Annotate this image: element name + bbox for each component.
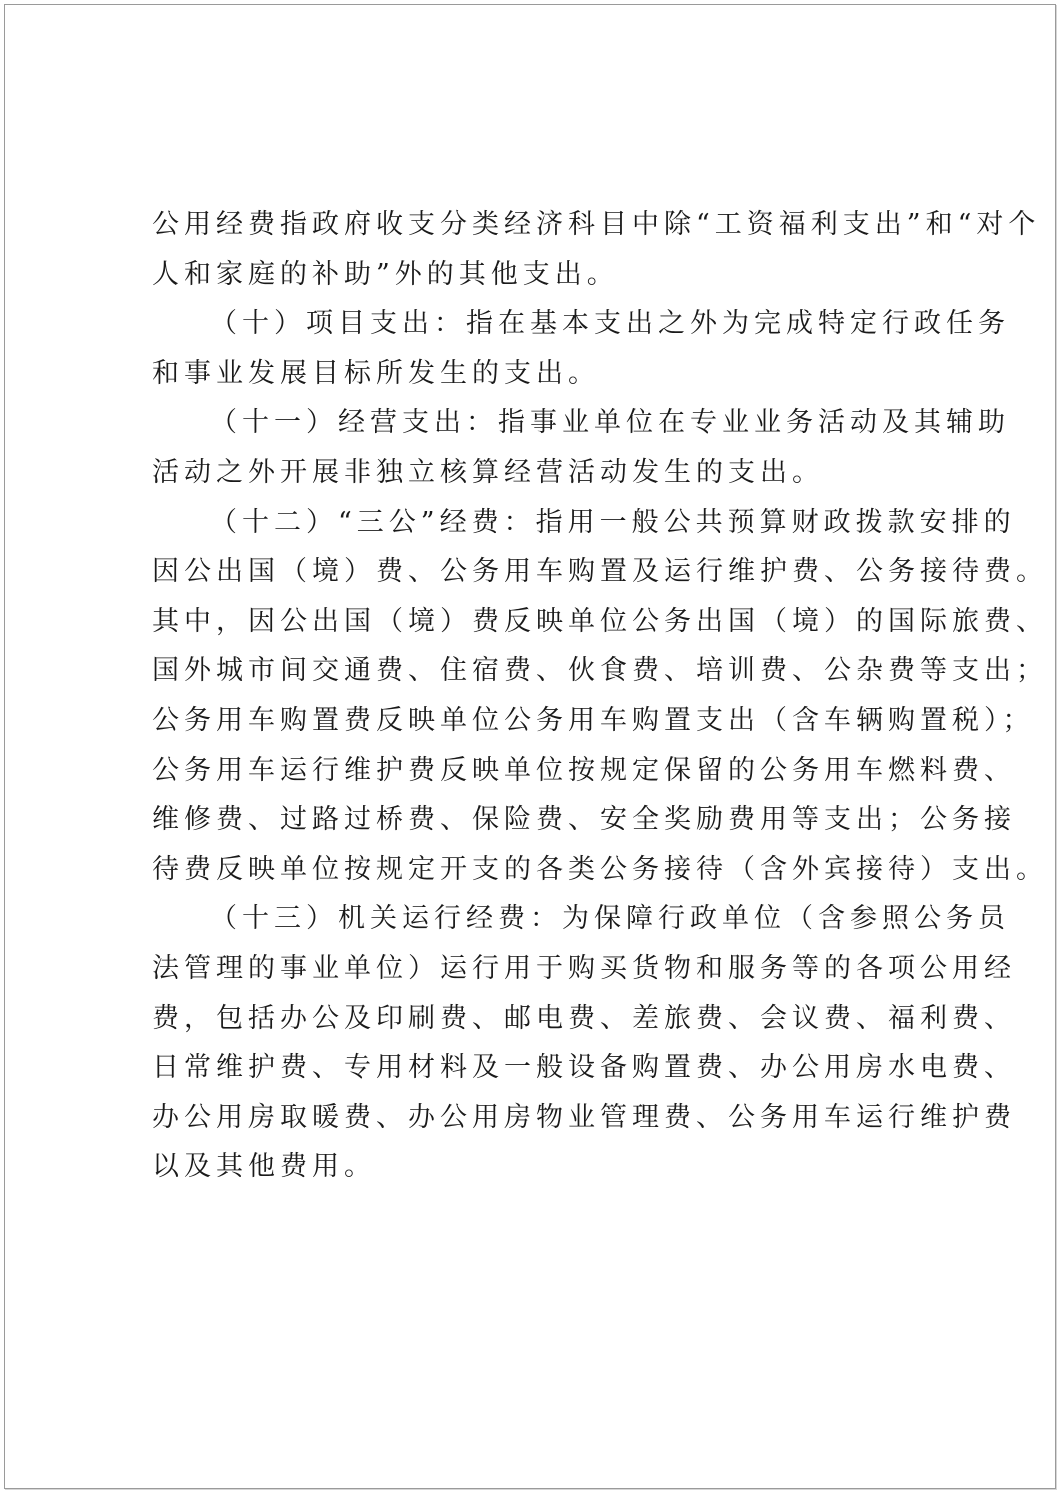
- text-line: 办公用房取暖费、办公用房物业管理费、公务用车运行维护费: [152, 1101, 1016, 1133]
- text-line: 和事业发展目标所发生的支出。: [152, 357, 600, 389]
- text-line: （十）项目支出：指在基本支出之外为完成特定行政任务: [210, 308, 1010, 340]
- text-line: 其中，因公出国（境）费反映单位公务出国（境）的国际旅费、: [152, 605, 1048, 637]
- text-line: 日常维护费、专用材料及一般设备购置费、办公用房水电费、: [152, 1052, 1016, 1084]
- document-body: [152, 200, 1048, 1192]
- text-line: 费，包括办公及印刷费、邮电费、差旅费、会议费、福利费、: [152, 1002, 1016, 1034]
- text-line: 活动之外开展非独立核算经营活动发生的支出。: [152, 456, 824, 488]
- text-line: 待费反映单位按规定开支的各类公务接待（含外宾接待）支出。: [152, 853, 1048, 885]
- text-line: 人和家庭的补助”外的其他支出。: [152, 258, 619, 290]
- text-line: 公务用车运行维护费反映单位按规定保留的公务用车燃料费、: [152, 754, 1016, 786]
- text-line: 维修费、过路过桥费、保险费、安全奖励费用等支出；公务接: [152, 804, 1016, 836]
- text-line: 法管理的事业单位）运行用于购买货物和服务等的各项公用经: [152, 952, 1016, 984]
- page: [4, 4, 1056, 1489]
- text-line: 公用经费指政府收支分类经济科目中除“工资福利支出”和“对个: [152, 209, 1041, 240]
- text-line: （十三）机关运行经费：为保障行政单位（含参照公务员: [210, 903, 1010, 935]
- text-line: （十一）经营支出：指事业单位在专业业务活动及其辅助: [210, 407, 1010, 439]
- text-line: 因公出国（境）费、公务用车购置及运行维护费、公务接待费。: [152, 556, 1048, 588]
- text-line: 以及其他费用。: [152, 1151, 376, 1183]
- text-line: 公务用车购置费反映单位公务用车购置支出（含车辆购置税）；: [152, 704, 1035, 736]
- text-line: 国外城市间交通费、住宿费、伙食费、培训费、公杂费等支出；: [152, 655, 1048, 687]
- text-line: （十二）“三公”经费：指用一般公共预算财政拨款安排的: [210, 506, 1016, 538]
